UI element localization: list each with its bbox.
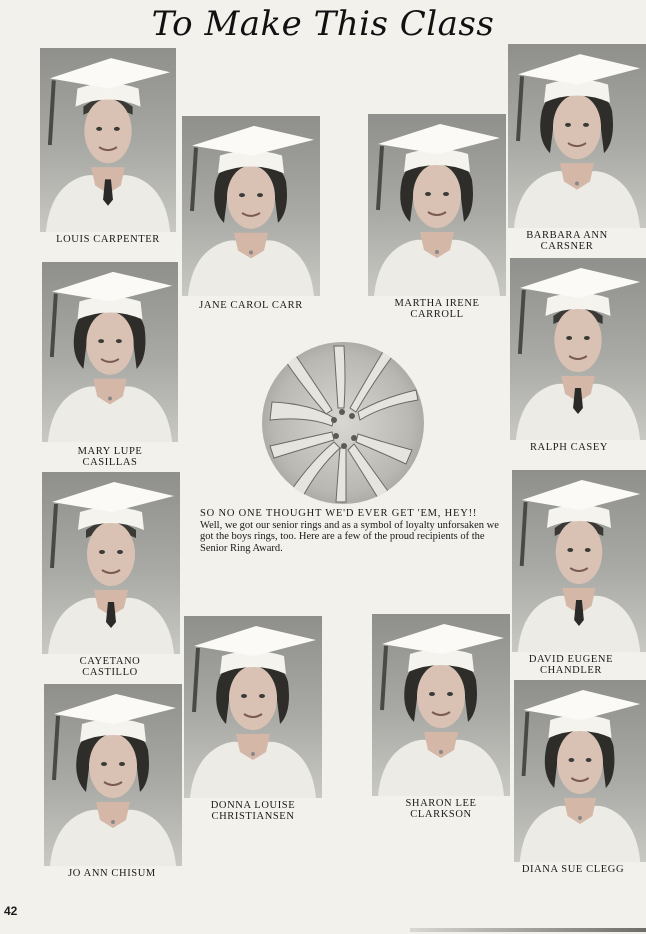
- caption-line: DAVID EUGENE: [528, 654, 614, 665]
- graduate-portrait: [44, 684, 182, 866]
- caption-line: CARROLL: [410, 309, 464, 320]
- graduate-name-caption: [42, 446, 178, 468]
- caption-line: CLARKSON: [410, 809, 472, 820]
- graduate-portrait: [182, 116, 320, 296]
- graduate-portrait: [514, 680, 646, 862]
- graduate-portrait: [42, 472, 180, 654]
- graduate-name-caption: [40, 234, 176, 245]
- page-number: 42: [4, 904, 18, 918]
- caption-line: CARSNER: [540, 241, 594, 252]
- caption-body: Well, we got our senior rings and as a symbol of loyalty unforsaken we got the boys rings, too. Here are a few of the proud recipients of the Senior Ring Award.: [200, 519, 499, 554]
- caption-line: CHRISTIANSEN: [211, 811, 295, 822]
- page-title: To Make This Class: [151, 4, 495, 44]
- graduate-name-caption: [184, 800, 322, 822]
- graduate-name-caption: [368, 298, 506, 320]
- caption-line: DONNA LOUISE: [210, 800, 296, 811]
- caption-line: CASTILLO: [82, 667, 138, 678]
- hands-with-rings-image: [262, 342, 424, 504]
- rings-caption: [200, 508, 500, 554]
- caption-headline: SO NO ONE THOUGHT WE'D EVER GET 'EM, HEY!!: [200, 508, 478, 519]
- graduate-name-caption: [510, 442, 628, 453]
- caption-line: LOUIS CARPENTER: [56, 234, 160, 245]
- graduate-portrait: [508, 44, 646, 228]
- graduate-portrait: [368, 114, 506, 296]
- graduate-name-caption: [514, 864, 632, 875]
- caption-line: MARY LUPE: [77, 446, 143, 457]
- graduate-name-caption: [182, 300, 320, 311]
- graduate-portrait: [40, 48, 176, 232]
- caption-line: DIANA SUE CLEGG: [521, 864, 625, 875]
- caption-line: CASILLAS: [82, 457, 138, 468]
- graduate-name-caption: [42, 656, 178, 678]
- caption-line: SHARON LEE: [405, 798, 477, 809]
- senior-rings-photo: [262, 342, 424, 504]
- graduate-name-caption: [508, 230, 626, 252]
- graduate-portrait: [184, 616, 322, 798]
- caption-line: BARBARA ANN: [526, 230, 608, 241]
- graduate-portrait: [372, 614, 510, 796]
- graduate-portrait: [510, 258, 646, 440]
- caption-line: JO ANN CHISUM: [68, 868, 156, 879]
- caption-line: CHANDLER: [540, 665, 602, 676]
- caption-line: CAYETANO: [79, 656, 141, 667]
- graduate-name-caption: [372, 798, 510, 820]
- caption-line: RALPH CASEY: [529, 442, 609, 453]
- graduate-name-caption: [512, 654, 630, 676]
- footer-rule: [410, 928, 646, 932]
- graduate-portrait: [512, 470, 646, 652]
- graduate-name-caption: [44, 868, 180, 879]
- caption-line: MARTHA IRENE: [394, 298, 480, 309]
- caption-line: JANE CAROL CARR: [199, 300, 303, 311]
- graduate-portrait: [42, 262, 178, 442]
